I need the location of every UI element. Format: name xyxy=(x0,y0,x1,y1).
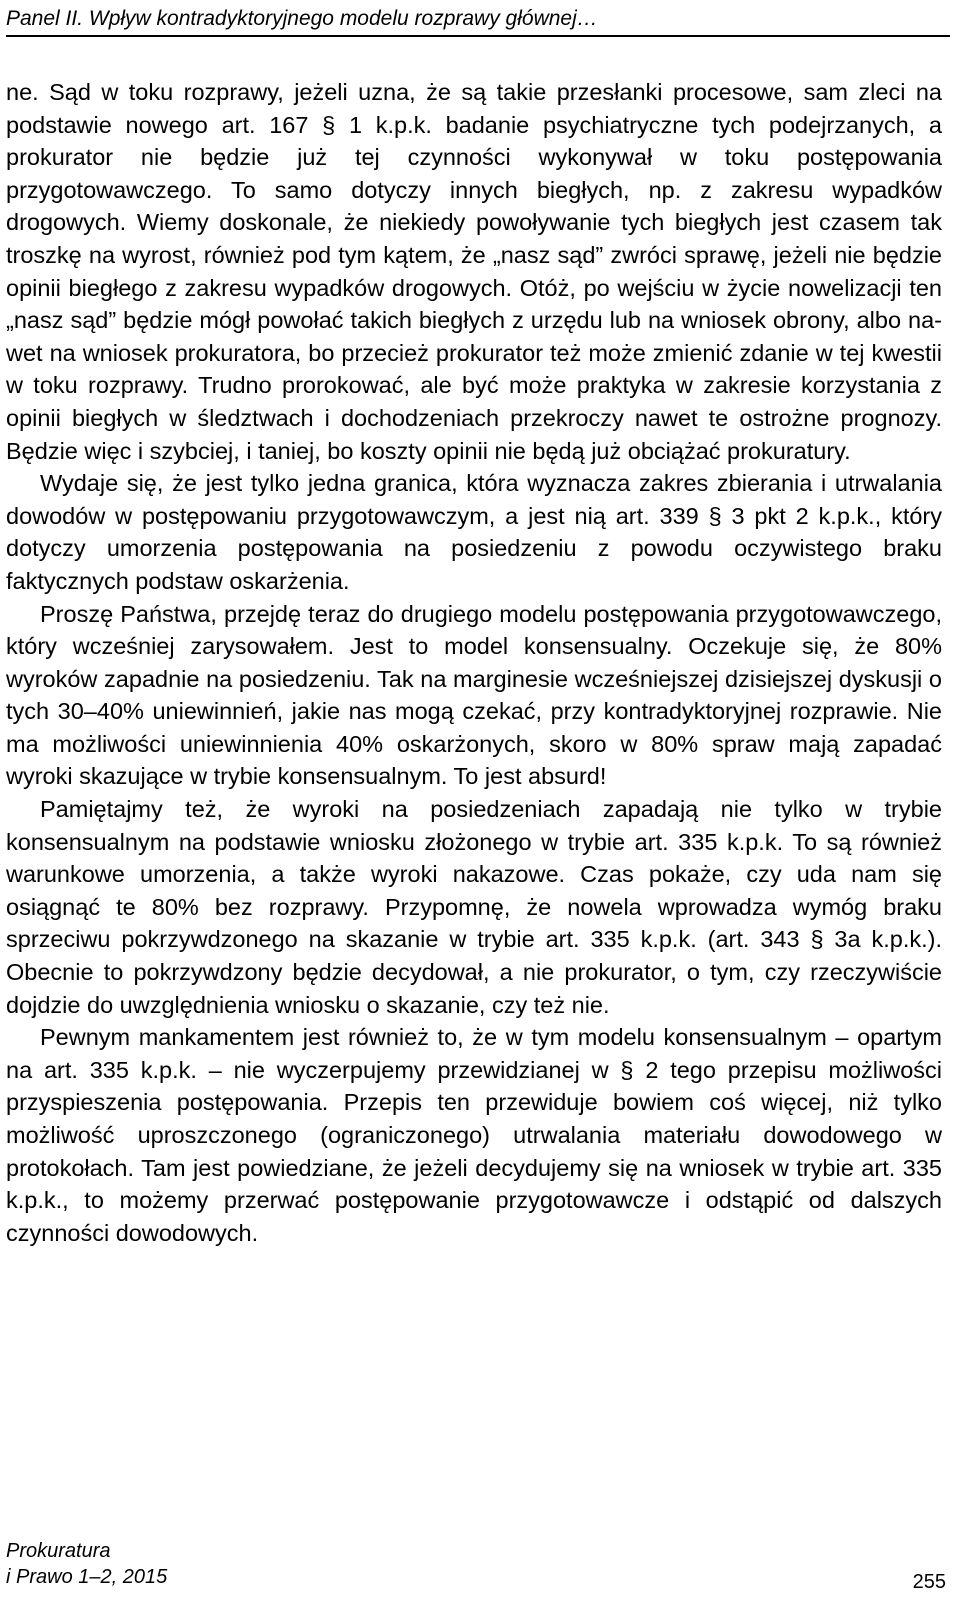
page-number: 255 xyxy=(912,1571,946,1593)
paragraph-2: Wydaje się, że jest tylko jedna granica, która wyznacza zakres zbierania i utrwalania dowodów w postępowaniu przygotowawczym, a jest nią art. 339 § 3 pkt 2 k.p.k., który dotyczy umorzenia postępowania na posiedzeniu z powodu oczywistego braku faktycznych podstaw oskarżenia. xyxy=(6,470,942,594)
footer-journal-name xyxy=(6,1538,167,1590)
journal-title: Prokuratura xyxy=(6,1540,111,1562)
paragraph-4: Pamiętajmy też, że wyroki na posiedzeniach zapadają nie tylko w trybie konsensualnym na podstawie wniosku złożonego w trybie art. 335 k.p.k. To są również warunkowe umorzenia, a także wyroki nakazowe. Czas pokaże, czy uda nam się osiągnąć te 80% bez rozprawy. Przypomnę, że nowela wprowadza wymóg braku sprzeciwu pokrzywdzonego na skazanie w trybie art. 335 k.p.k. (art. 343 § 3a k.p.k.). Obecnie to pokrzywdzony będzie decydował, a nie prokurator, o tym, czy rzeczywiście dojdzie do uwzględnienia wniosku o skazanie, czy też nie. xyxy=(6,796,942,1018)
journal-issue: i Prawo 1–2, 2015 xyxy=(6,1566,168,1588)
paragraph-5: Pewnym mankamentem jest również to, że w tym modelu konsensualnym – opartym na art. 335 k.p.k. – nie wyczerpujemy przewidzianej w § 2 tego przepisu możliwości przyspieszenia postępowania. Przepis ten przewiduje bowiem coś więcej, niż tylko możliwość uproszczonego (ograniczonego) utrwalania materiału dowodowego w protokołach. Tam jest powiedziane, że jeżeli decydujemy się na wniosek w trybie art. 335 k.p.k., to możemy przerwać postępowanie przygotowawcze i odstąpić od dalszych czynności dowodowych. xyxy=(6,1024,942,1246)
paragraph-3: Proszę Państwa, przejdę teraz do drugiego modelu postępowania przygotowawczego, który wcześniej zarysowałem. Jest to model konsensualny. Oczekuje się, że 80% wyroków zapadnie na posiedzeniu. Tak na marginesie wcześniejszej dzisiejszej dyskusji o tych 30–40% uniewinnień, jakie nas mogą czekać, przy kontradyktoryjnej rozprawie. Nie ma możliwości uniewinnienia 40% oskarżonych, skoro w 80% spraw mają zapadać wyroki skazujące w trybie konsensualnym. To jest absurd! xyxy=(6,600,942,790)
body-text xyxy=(6,76,942,1249)
running-header: Panel II. Wpływ kontradyktoryjnego modelu rozprawy głównej… xyxy=(6,7,598,30)
header-divider xyxy=(6,35,950,37)
paragraph-1: ne. Sąd w toku rozprawy, jeżeli uzna, że są takie przesłanki procesowe, sam zleci na podstawie nowego art. 167 § 1 k.p.k. badanie psychiatryczne tych podejrzanych, a prokurator nie będzie już tej czynności wykonywał w toku postępowania przygotowawczego. To samo dotyczy innych biegłych, np. z zakresu wypadków drogowych. Wiemy doskonale, że niekiedy powoływanie tych biegłych jest czasem tak troszkę na wyrost, również pod tym kątem, że „nasz sąd” zwróci sprawę, jeżeli nie będzie opinii biegłego z zakresu wypadków drogowych. Otóż, po wejściu w życie nowelizacji ten „nasz sąd” będzie mógł powołać takich biegłych z urzędu lub na wniosek obrony, albo nawet na wniosek prokuratora, bo przecież prokurator też może zmienić zdanie w tej kwestii w toku rozprawy. Trudno prorokować, ale być może praktyka w zakresie korzystania z opinii biegłych w śledztwach i dochodzeniach przekroczy nawet te ostrożne prognozy. Będzie więc i szybciej, i taniej, bo koszty opinii nie będą już obciążać prokuratury. xyxy=(6,79,942,464)
